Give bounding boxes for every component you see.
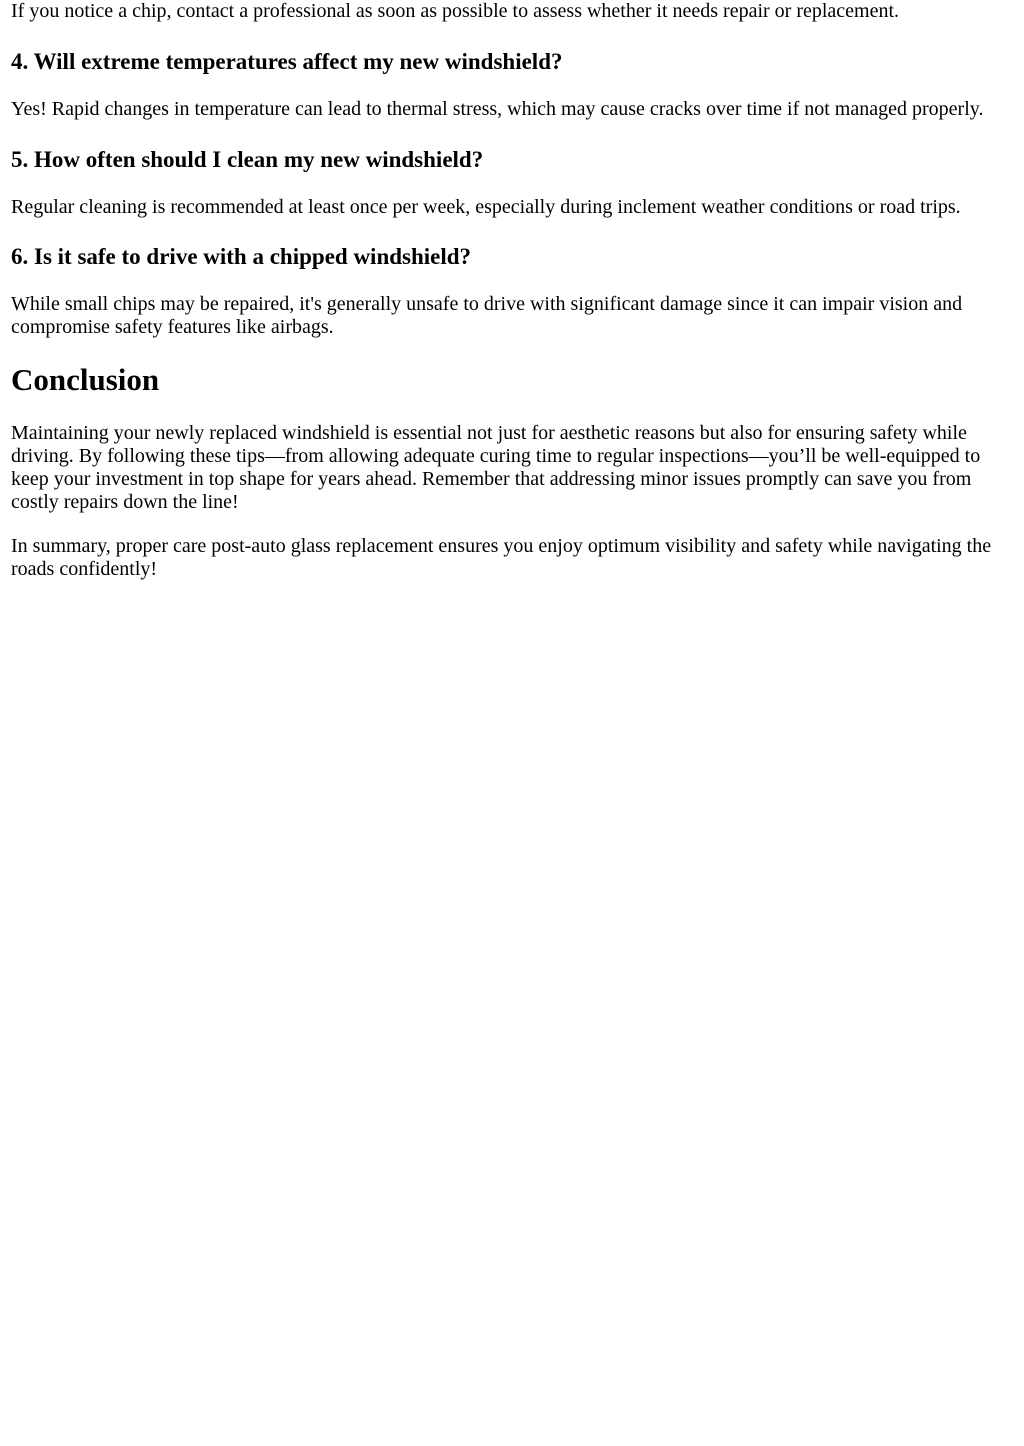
conclusion-heading: Conclusion — [11, 362, 160, 397]
faq-question-6: 6. Is it safe to drive with a chipped windshield? — [11, 244, 472, 269]
faq-answer-5: Regular cleaning is recommended at least once per week, especially during inclement weather conditions or road trips. — [11, 196, 961, 218]
faq-answer-4: Yes! Rapid changes in temperature can lead to thermal stress, which may cause cracks over time if not managed properly. — [11, 98, 984, 120]
faq-answer-6: While small chips may be repaired, it's generally unsafe to drive with significant damage since it can impair vision and compromise safety features like airbags. — [11, 293, 963, 338]
article-content — [11, 0, 1017, 581]
summary-paragraph: In summary, proper care post-auto glass replacement ensures you enjoy optimum visibility and safety while navigating the roads confidently! — [11, 535, 992, 580]
conclusion-paragraph: Maintaining your newly replaced windshield is essential not just for aesthetic reasons but also for ensuring safety while driving. By following these tips—from allowing adequate curing time to regular inspections—you’ll be well-equipped to keep your investment in top shape for years ahead. Remember that addressing minor issues promptly can save you from costly repairs down the line! — [11, 422, 981, 513]
intro-paragraph: If you notice a chip, contact a professional as soon as possible to assess whether it needs repair or replacement. — [11, 0, 900, 22]
faq-question-5: 5. How often should I clean my new windshield? — [11, 147, 484, 172]
faq-question-4: 4. Will extreme temperatures affect my new windshield? — [11, 49, 563, 74]
